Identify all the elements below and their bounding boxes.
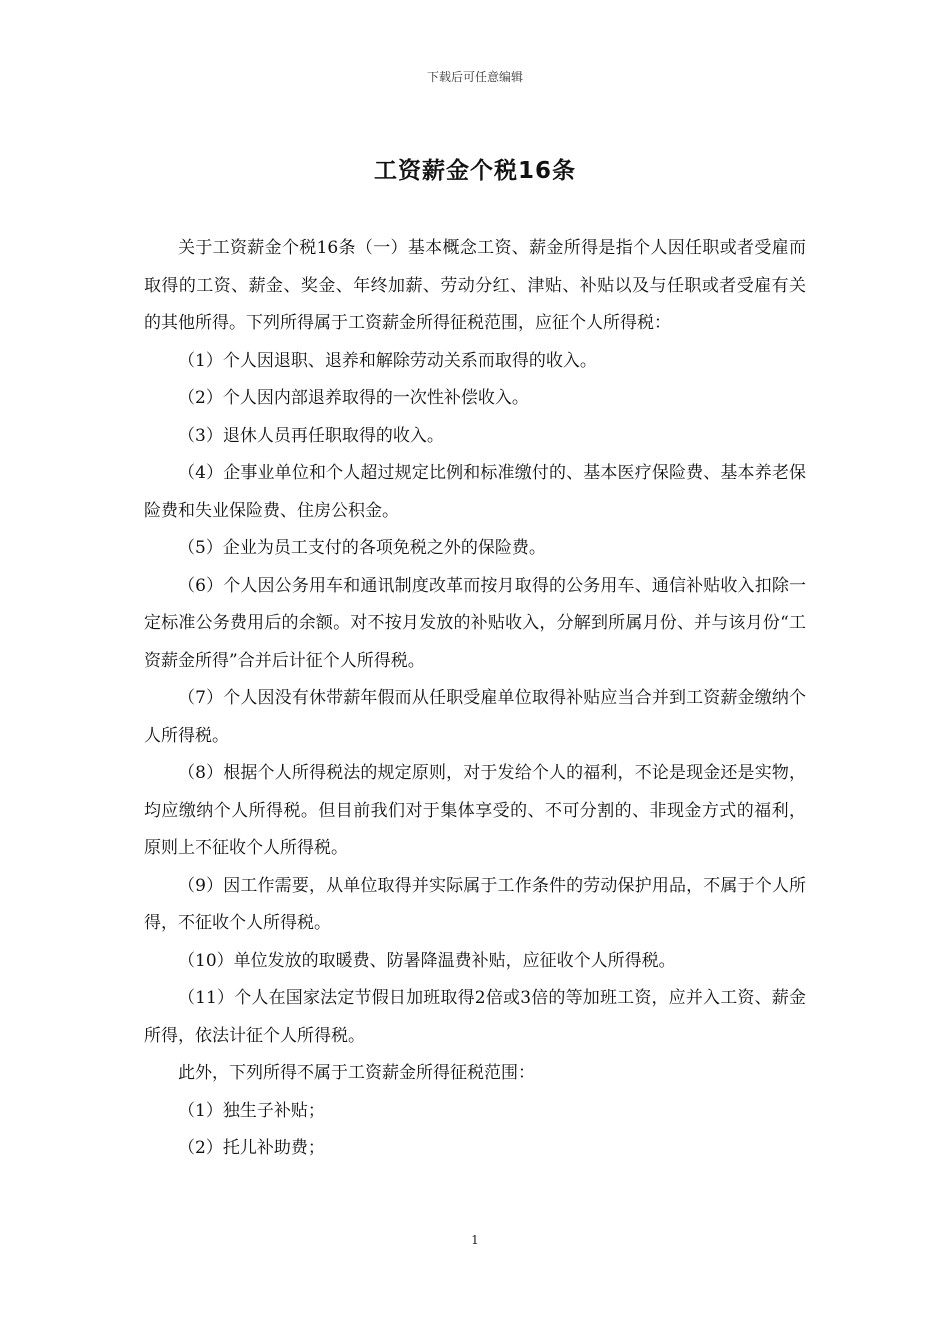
header-note: 下载后可任意编辑 <box>426 70 523 84</box>
paragraph-item-3: （3）退休人员再任职取得的收入。 <box>178 425 444 446</box>
paragraph-item-10: （10）单位发放的取暖费、防暑降温费补贴，应征收个人所得税。 <box>178 950 676 971</box>
paragraph-item-8: （8）根据个人所得税法的规定原则，对于发给个人的福利，不论是现金还是实物，均应缴纳个人所得税。但目前我们对于集体享受的、不可分割的、非现金方式的福利，原则上不征收个人所得税。 <box>144 763 806 858</box>
document-body <box>144 230 806 1168</box>
paragraph-item-7: （7）个人因没有休带薪年假而从任职受雇单位取得补贴应当合并到工资薪金缴纳个人所得税。 <box>144 688 806 746</box>
paragraph-item-9: （9）因工作需要，从单位取得并实际属于工作条件的劳动保护用品，不属于个人所得，不征收个人所得税。 <box>144 875 806 933</box>
paragraph-exclusion-1: （1）独生子补贴； <box>178 1100 325 1121</box>
paragraph-item-5: （5）企业为员工支付的各项免税之外的保险费。 <box>178 538 546 558</box>
paragraph-exclusion-2: （2）托儿补助费； <box>178 1138 325 1158</box>
page-number: 1 <box>471 1233 479 1247</box>
document-title: 工资薪金个税16条 <box>373 158 576 184</box>
paragraph-exclusions-intro: 此外，下列所得不属于工资薪金所得征税范围： <box>178 1063 535 1083</box>
paragraph-item-11: （11）个人在国家法定节假日加班取得2倍或3倍的等加班工资，应并入工资、薪金所得，依法计征个人所得税。 <box>144 988 806 1046</box>
paragraph-item-1: （1）个人因退职、退养和解除劳动关系而取得的收入。 <box>178 350 597 371</box>
paragraph-intro: 关于工资薪金个税16条（一）基本概念工资、薪金所得是指个人因任职或者受雇而取得的工资、薪金、奖金、年终加薪、劳动分红、津贴、补贴以及与任职或者受雇有关的其他所得。下列所得属于工资薪金所得征税范围，应征个人所得税： <box>144 238 806 333</box>
paragraph-item-4: （4）企事业单位和个人超过规定比例和标准缴付的、基本医疗保险费、基本养老保险费和失业保险费、住房公积金。 <box>144 463 806 521</box>
paragraph-item-2: （2）个人因内部退养取得的一次性补偿收入。 <box>178 388 529 408</box>
paragraph-item-6: （6）个人因公务用车和通讯制度改革而按月取得的公务用车、通信补贴收入扣除一定标准公务费用后的余额。对不按月发放的补贴收入，分解到所属月份、并与该月份“工资薪金所得”合并后计征个人所得税。 <box>144 575 806 671</box>
